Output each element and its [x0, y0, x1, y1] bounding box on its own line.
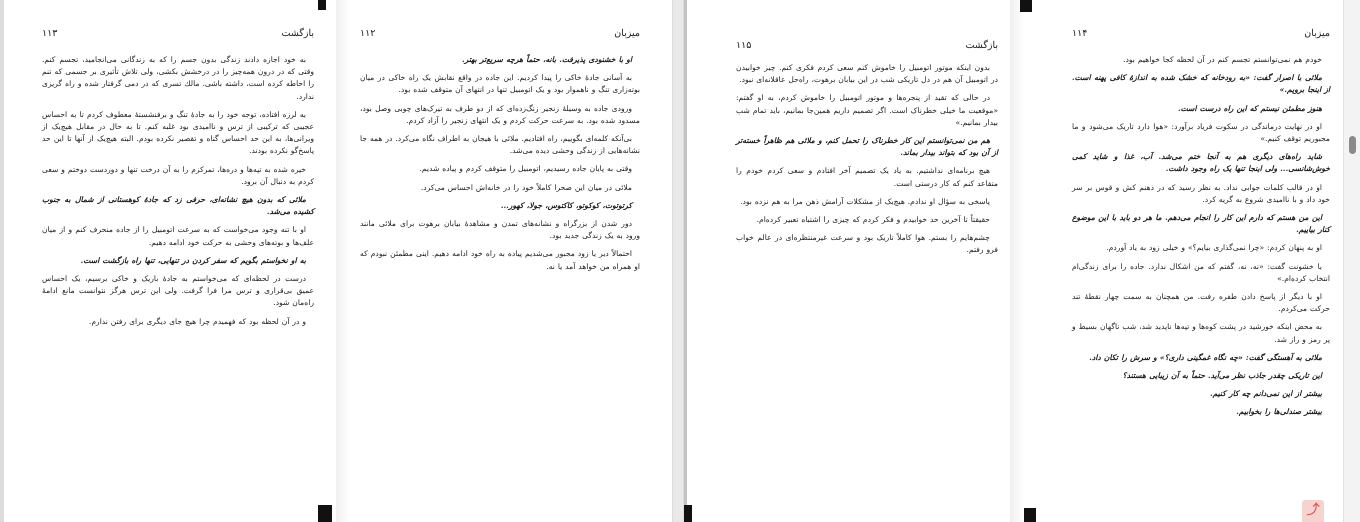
page-text [736, 62, 998, 263]
paragraph: این تاریکی چقدر جاذب نظر می‌آید. حتماً به آن زیبایی هستند؟ [1122, 371, 1322, 381]
scan-edge [0, 0, 4, 522]
paragraph: هم من نمی‌توانستم این کار خطرناک را تحمل کنم، و ملائی هم ظاهراً خسته‌تر از آن بود که بتواند بیدار بماند. [736, 136, 998, 158]
paragraph: ملائی که بدون هیچ نشانه‌ای، حرفی زد که جادهٔ کوهستانی از شمال به جنوب کشیده می‌شد. [42, 195, 314, 217]
page-header [1072, 28, 1330, 42]
paragraph: به لرزه افتاده، توجه خود را به جادهٔ تنگ و برفنشستهٔ معطوف کردم تا به احساس عجیبی که ترکیبی از ترس و ناامیدی بود غلبه کنم. تا به حال در مقابل هیچ‌یک از ویرانی‌ها، به این حد احساس گناه و تقصیر نکرده بودم. البته هیچ‌یک از آنها تا این حد پاسخ‌گو نکرده بودند. [42, 109, 314, 156]
paragraph: خودم هم نمی‌توانستم تجسم کنم در آن لحظه کجا خواهیم بود. [1123, 55, 1322, 64]
paragraph: این من هستم که دارم این کار را انجام می‌دهم. ما هر دو باید با این موضوع کنار بیاییم. [1072, 213, 1330, 235]
scan-mark [684, 505, 692, 522]
scan-edge [684, 0, 687, 522]
paragraph: پاسخی به سؤال او ندادم. هیچ‌یک از مشکلات آرامش ذهن مرا به هم نزده بود. [740, 196, 990, 206]
paragraph: به محض اینکه خورشید در پشت کوه‌ها و تپه‌ها ناپدید شد، شب ناگهان بسیط و پر رمز و راز شد. [1072, 322, 1330, 344]
paragraph: بی‌آنکه کلمه‌ای بگوییم، راه افتادیم. ملائی با هیجان به اطراف نگاه می‌کرد. در همه جا نشانه‌هایی از زندگی وحشی دیده می‌شد. [360, 134, 640, 156]
scan-mark [318, 505, 332, 522]
gutter-shadow [336, 0, 350, 522]
paragraph: ملائی با اصرار گفت: «به رودخانه که خشک شده به اندازهٔ کافی پهنه است. از اینجا برویم.» [1072, 73, 1330, 95]
paragraph: هنوز مطمئن نیستم که این راه درست است. [1177, 103, 1322, 113]
page-header [736, 40, 998, 54]
paragraph: و در آن لحظه بود که فهمیدم چرا هیچ جای دیگری برای رفتن ندارم. [88, 316, 306, 326]
pdf-icon[interactable]: ⤴ [1302, 500, 1324, 522]
paragraph: با خشونت گفت: «نه، نه، گفتم که من اشکال ندارد. جاده را برای زندگی‌ام انتخاب کرده‌ام.» [1072, 261, 1330, 283]
page-header [42, 28, 314, 42]
page-115 [736, 0, 998, 522]
page-number: ۱۱۲ [360, 28, 376, 39]
running-title: میزبان [614, 28, 640, 39]
paragraph: ورودی جاده به وسیلهٔ زنجیر زنگ‌زده‌ای که از دو طرف به تیرک‌های چوبی وصل بود، مسدود شده بود. به سرعت حرکت کردم و یک انتهای زنجیر را آزاد کردم. [360, 103, 640, 125]
vertical-scrollbar[interactable] [1343, 0, 1360, 522]
page-112 [360, 0, 640, 522]
paragraph: ملائی به آهستگی گفت: «چه نگاه غمگینی داری؟» و سرش را تکان داد. [1089, 352, 1322, 362]
paragraph: دور شدن از بزرگراه و نشانه‌های تمدن و مشاهدهٔ بیابان برهوت برای ملائی مانند ورود به یک زندگی جدید بود. [360, 219, 640, 241]
paragraph: او به پنهان کردم: «چرا نمی‌گذاری بیایم؟» و خیلی زود به یاد آوردم. [1106, 243, 1322, 253]
paragraph: به آسانی جادهٔ خاکی را پیدا کردیم. این جاده در واقع نقابش یک راه خاکی در میان بوته‌زاری تنگ و ناهموار بود و یک اتومبیل تنها در انتهای آن متوقف شده بود. [360, 73, 640, 95]
page-spread-2 [684, 0, 1343, 522]
paragraph: حقیقتاً تا آخرین حد خوابیدم و فکر کردم که چیزی را اشتباه تعبیر کرده‌ام. [756, 215, 990, 225]
paragraph: به خود اجازه دادند زندگی بدون جسم را که به زندگانی می‌انجامید، تجسم کنم. وقتی که در درون همه‌چیز را در درخشش بکشی، ولی تلاش تأثیری بر جسمی که تنم را احاطه کرده است، داشته باشی. مالك تسری که در دمی گرفتار شده و راه گریزی ندارد. [42, 55, 314, 101]
paragraph: او با خشنودی پذیرفت. بانه، حتماً هرچه سریع‌تر بهتر. [462, 55, 632, 64]
paragraph: درست در لحظه‌ای که می‌خواستم به جادهٔ باریک و خاکی برسیم، یک احساس عمیق بی‌قراری و ترس مرا فرا گرفت. ولی این ترس هرگز نتوانست مانع ادامهٔ راه‌مان شود. [42, 274, 314, 308]
gutter-shadow [1010, 0, 1024, 522]
page-header [360, 28, 640, 42]
page-number: ۱۱۵ [736, 40, 752, 51]
paragraph: به او نخواستم بگویم که سفر کردن در تنهایی، تنها راه بازگشت است. [80, 255, 306, 265]
page-text [42, 54, 314, 334]
page-number: ۱۱۴ [1072, 28, 1088, 39]
running-title: بازگشت [281, 28, 314, 39]
paragraph: بدون اینکه موتور اتومبیل را خاموش کنم سعی کردم فکری کنم. چیز خوابیدن در اتومبیل آن هم در دل تاریکی شب در این بیابان برهوت، راه‌حل عاقلانه‌ای نبود. [736, 63, 998, 85]
page-113 [42, 0, 314, 522]
paragraph: بیشتر از این نمی‌دانم چه کار کنیم. [1209, 389, 1322, 399]
paragraph: کرتوتوت، کوکوتو، کاکتوس، جولا، کهور... [500, 200, 632, 210]
paragraph: هیچ برنامه‌ای نداشتیم. به یاد یک تصمیم آخر افتادم و سعی کردم خودم را متقاعد کنم که کار درستی است. [736, 166, 998, 188]
scrollbar-thumb[interactable] [1349, 136, 1356, 154]
page-text [360, 54, 640, 279]
page-number: ۱۱۳ [42, 28, 58, 39]
scan-mark [1020, 0, 1032, 12]
paragraph: او با تنه وجود می‌خواست که به سرعت اتومبیل را از جاده منحرف کنم و از میان علف‌ها و بوته‌های وحشی به حرکت خود ادامه دهیم. [42, 225, 314, 247]
paragraph: بیشتر صندلی‌ها را بخوابیم. [1236, 407, 1322, 417]
page-text [1072, 54, 1330, 425]
paragraph: در حالی که تقید از پنجره‌ها و موتور اتومبیل را خاموش کردم، به او گفتم: «موقعیت ما خیلی خطرناک است. اگر تصمیم داریم همین‌جا بمانیم، باید تمام شب بیدار بمانیم.» [736, 93, 998, 127]
paragraph: چشم‌هایم را بستم. هوا کاملاً تاریک بود و سرعت غیرمنتظره‌ای در عالم خواب فرو رفتم. [736, 233, 998, 255]
paragraph: او در نهایت درماندگی در سکوت فریاد برآورد: «هوا دارد تاریک می‌شود و ما مجبوریم توقف کنیم.» [1072, 121, 1330, 144]
paragraph: شاید راه‌های دیگری هم به آنجا ختم می‌شد. آب، غذا و شاید کمی خوش‌شانسی... ولی اینجا تنها یک راه وجود داشت. [1072, 152, 1330, 174]
paragraph: او با دیگر از پاسخ دادن طفره رفت. من همچنان به سمت چهار نقطهٔ تند حرکت می‌کردم. [1072, 292, 1330, 314]
paragraph: خیره شده به تپه‌ها و دره‌ها، تمرکزم را به آن درخت تنها و دوردست دوختم و سعی کردم به دنبال آن برود. [42, 164, 314, 186]
paragraph: او در قالب کلمات جوابی نداد. به نظر رسید که در ذهنم کش و قوس بر سر خود داد و با ناامیدی شروع به گریه کرد. [1072, 182, 1330, 204]
running-title: میزبان [1304, 28, 1330, 39]
paragraph: احتمالاً دیر یا زود مجبور می‌شدیم پیاده به راه خود ادامه دهیم. اینی مطمئن نبودم که او همراه من خواهد آمد یا نه. [360, 249, 640, 271]
page-spread-1 [0, 0, 672, 522]
paragraph: وقتی به پایان جاده رسیدیم، اتومبیل را متوقف کردم و پیاده شدیم. [419, 164, 632, 174]
scan-mark [1024, 508, 1036, 522]
scan-mark [318, 0, 326, 10]
page-114 [1072, 0, 1330, 522]
paragraph: ملائی در میان این صحرا کاملاً خود را در خانه‌اش احساس می‌کرد. [420, 182, 632, 192]
running-title: بازگشت [965, 40, 998, 51]
